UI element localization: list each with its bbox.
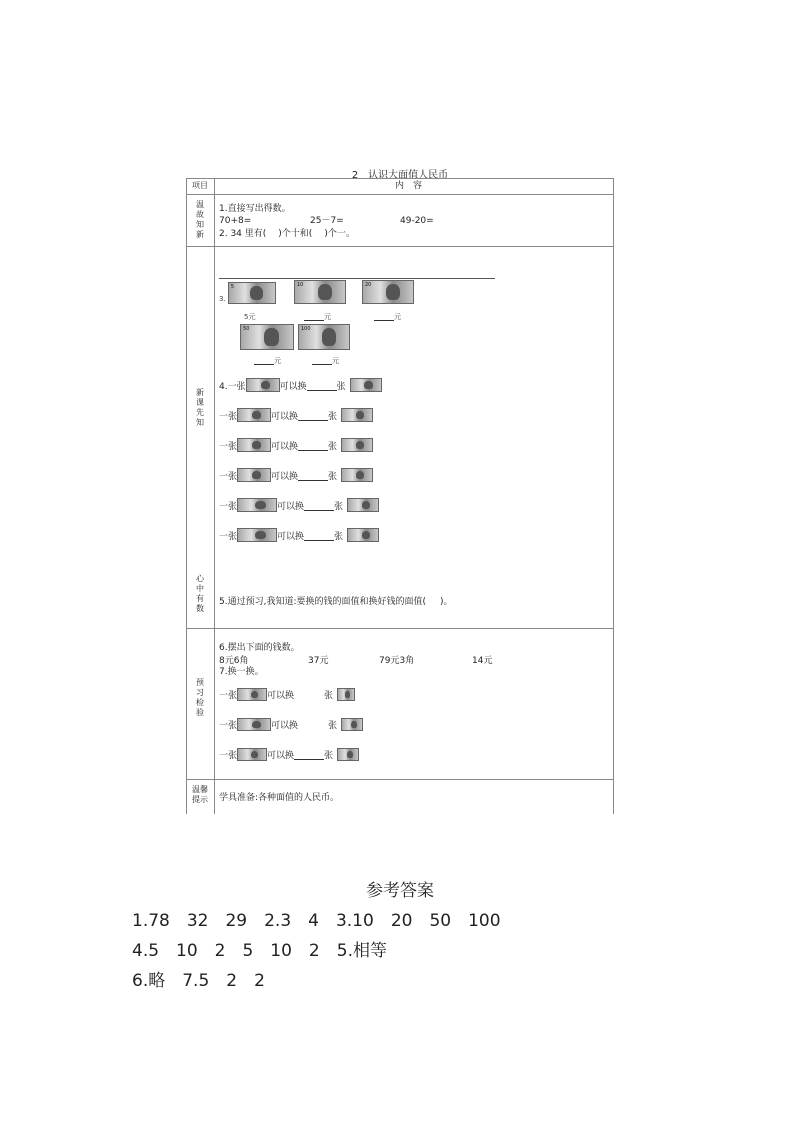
banknote-100-yuan xyxy=(298,324,350,350)
rule-line xyxy=(219,278,495,279)
portrait-icon xyxy=(318,284,332,300)
table-row-divider xyxy=(186,246,614,247)
table-border-right xyxy=(613,178,614,814)
banknote-icon xyxy=(337,748,359,761)
tip-text: 学具准备:各种面值的人民币。 xyxy=(219,793,340,803)
banknote-10-yuan xyxy=(246,378,280,392)
section-check: 预习检验 xyxy=(196,678,204,717)
worksheet-title: 2 认识大面值人民币 xyxy=(351,170,449,181)
banknote-icon xyxy=(341,718,363,731)
banknote-20-yuan xyxy=(362,280,414,304)
q2-prefix: 2. 34 里有( xyxy=(219,229,267,239)
q4-row-5: 一张 可以换 张 xyxy=(219,498,379,513)
portrait-icon xyxy=(250,286,263,300)
banknote-value: 5 xyxy=(230,283,235,290)
banknote-value: 10 xyxy=(297,281,304,288)
portrait-icon xyxy=(264,328,279,345)
section-preview: 新课先知 xyxy=(196,388,204,427)
banknote-icon xyxy=(237,688,267,701)
banknote-50-yuan xyxy=(347,528,379,542)
answer-key-title: 参考答案 xyxy=(366,881,434,901)
q7-row-3: 一张 可以换 张 xyxy=(219,748,359,762)
q1-title: 1.直接写出得数。 xyxy=(219,204,291,214)
banknote-value: 50 xyxy=(243,325,250,332)
q7-row-1: 一张 可以换 张 xyxy=(219,688,355,702)
section-think: 心中有数 xyxy=(196,574,204,613)
banknote-10-yuan xyxy=(341,438,373,452)
q1-item-c: 49-20= xyxy=(400,216,434,226)
banknote-50-yuan xyxy=(240,324,294,350)
q4-row-3: 一张 可以换 张 xyxy=(219,438,373,453)
caption-blank: 元 xyxy=(374,312,401,322)
q6-amount-b: 37元 xyxy=(308,656,329,666)
banknote-20-yuan xyxy=(237,408,271,422)
banknote-value: 100 xyxy=(301,325,311,332)
q2-mid: )个十和( xyxy=(278,229,313,239)
q7-row-2: 一张 可以换 张 xyxy=(219,718,363,732)
table-row-divider xyxy=(186,194,614,195)
banknote-value: 20 xyxy=(365,281,372,288)
q1-item-a: 70+8= xyxy=(219,216,252,226)
banknote-100-yuan xyxy=(237,468,271,482)
q4-row-4: 一张 可以换 张 xyxy=(219,468,373,483)
banknote-5-yuan xyxy=(228,282,276,304)
banknote-icon xyxy=(337,688,355,701)
section-tip: 温馨提示 xyxy=(192,785,208,804)
answer-line-2: 4.5 10 2 5 10 2 5.相等 xyxy=(132,941,387,961)
banknote-50-yuan xyxy=(347,498,379,512)
banknote-100-yuan xyxy=(237,498,277,512)
q5-text: 5.通过预习,我知道:要换的钱的面值和换好钱的面值( )。 xyxy=(219,597,453,607)
caption-blank: 元 xyxy=(312,356,339,366)
table-row-divider xyxy=(186,779,614,780)
worksheet-table xyxy=(186,178,614,814)
q6-amount-a: 8元6角 xyxy=(219,656,249,666)
banknote-50-yuan xyxy=(237,438,271,452)
q4-row-1: 4.一张 可以换 张 xyxy=(219,378,382,393)
caption-blank: 元 xyxy=(254,356,281,366)
banknote-5-yuan xyxy=(350,378,382,392)
answer-line-1: 1.78 32 29 2.3 4 3.10 20 50 100 xyxy=(132,911,501,931)
banknote-10-yuan xyxy=(294,280,346,304)
table-border-left xyxy=(186,178,187,814)
section-review: 温故知新 xyxy=(196,200,204,239)
table-row-divider xyxy=(186,628,614,629)
table-column-divider xyxy=(214,178,215,814)
q6-title: 6.摆出下面的钱数。 xyxy=(219,643,300,653)
caption-5-yuan: 5元 xyxy=(244,313,256,321)
banknote-icon xyxy=(237,718,271,731)
q7-title: 7.换一换。 xyxy=(219,667,264,677)
q3-label: 3. xyxy=(219,295,226,303)
header-project: 项目 xyxy=(192,181,208,190)
q2-text xyxy=(219,229,355,240)
banknote-20-yuan xyxy=(341,468,373,482)
banknote-icon xyxy=(237,748,267,761)
q1-item-b: 25－7= xyxy=(310,216,344,226)
answer-line-3: 6.略 7.5 2 2 xyxy=(132,971,265,991)
banknote-10-yuan xyxy=(341,408,373,422)
table-border-top xyxy=(186,178,614,179)
banknote-100-yuan xyxy=(237,528,277,542)
q4-row-6: 一张 可以换 张 xyxy=(219,528,379,543)
portrait-icon xyxy=(322,328,336,345)
portrait-icon xyxy=(386,284,400,300)
q6-amount-d: 14元 xyxy=(472,656,493,666)
caption-blank: 元 xyxy=(304,312,331,322)
q2-suffix: )个一。 xyxy=(324,229,355,239)
q6-amount-c: 79元3角 xyxy=(379,656,415,666)
q4-row-2: 一张 可以换 张 xyxy=(219,408,373,423)
header-content: 内 容 xyxy=(395,181,423,191)
